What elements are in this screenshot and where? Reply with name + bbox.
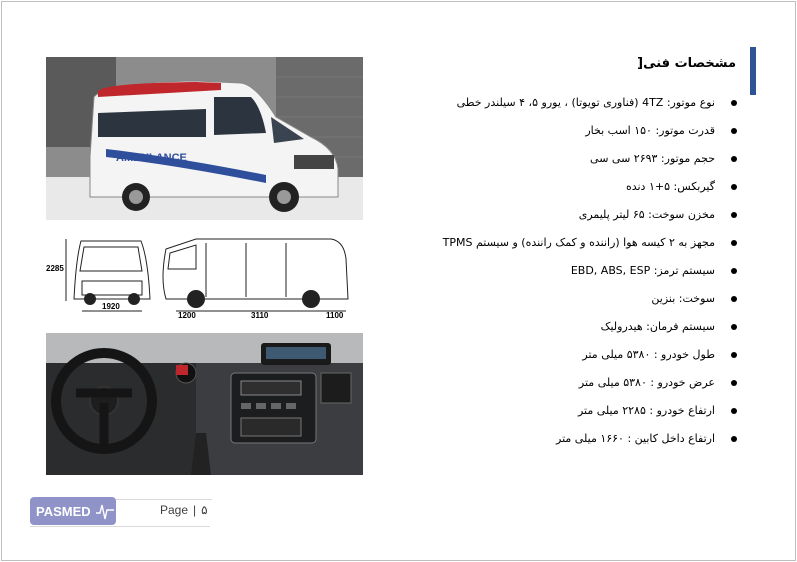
svg-text:AMBULANCE: AMBULANCE — [116, 152, 187, 164]
spec-item: مجهز به ۲ کیسه هوا (راننده و کمک راننده) و سیستم TPMS — [369, 232, 739, 260]
spec-item: حجم موتور: ۲۶۹۳ سی سی — [369, 148, 739, 176]
spec-item: نوع موتور: 4TZ (فناوری تویوتا) ، یورو ۵، ۴ سیلندر خطی — [369, 92, 739, 120]
bullet-icon — [731, 184, 737, 190]
svg-text:3110: 3110 — [251, 311, 269, 320]
bullet-icon — [731, 156, 737, 162]
spec-item: سیستم ترمز: EBD, ABS, ESP — [369, 260, 739, 288]
bullet-icon — [731, 352, 737, 358]
bullet-icon — [731, 240, 737, 246]
spec-item: ارتفاع داخل کابین : ۱۶۶۰ میلی متر — [369, 428, 739, 456]
bullet-icon — [731, 296, 737, 302]
spec-list — [369, 92, 739, 456]
spec-item: سیستم فرمان: هیدرولیک — [369, 316, 739, 344]
bullet-icon — [731, 212, 737, 218]
bullet-icon — [731, 436, 737, 442]
page-number-label: Page | ۵ — [160, 503, 208, 517]
spec-item: سوخت: بنزین — [369, 288, 739, 316]
dimension-drawing — [46, 229, 356, 320]
bullet-icon — [731, 128, 737, 134]
bullet-icon — [731, 268, 737, 274]
pasmed-logo — [30, 497, 116, 525]
spec-item: قدرت موتور: ۱۵۰ اسب بخار — [369, 120, 739, 148]
svg-text:1200: 1200 — [178, 311, 196, 320]
spec-item: عرض خودرو : ۵۳۸۰ میلی متر — [369, 372, 739, 400]
bullet-icon — [731, 324, 737, 330]
dashboard-interior-photo — [46, 333, 363, 475]
bullet-icon — [731, 408, 737, 414]
bullet-icon — [731, 380, 737, 386]
bullet-icon — [731, 100, 737, 106]
spec-item: مخزن سوخت: ۶۵ لیتر پلیمری — [369, 204, 739, 232]
ambulance-exterior-photo — [46, 57, 363, 220]
svg-text:1920: 1920 — [102, 302, 120, 311]
spec-item: ارتفاع خودرو : ۲۲۸۵ میلی متر — [369, 400, 739, 428]
svg-text:1100: 1100 — [326, 311, 344, 320]
footer-divider-top — [116, 499, 212, 500]
title-accent-bar — [750, 47, 756, 95]
spec-item: طول خودرو : ۵۳۸۰ میلی متر — [369, 344, 739, 372]
svg-text:2285: 2285 — [46, 264, 64, 273]
footer-divider — [30, 526, 210, 527]
svg-text:PASMED: PASMED — [36, 504, 91, 519]
section-title: مشخصات فنی[ — [637, 56, 736, 71]
spec-item: گیربکس: ۵+۱ دنده — [369, 176, 739, 204]
